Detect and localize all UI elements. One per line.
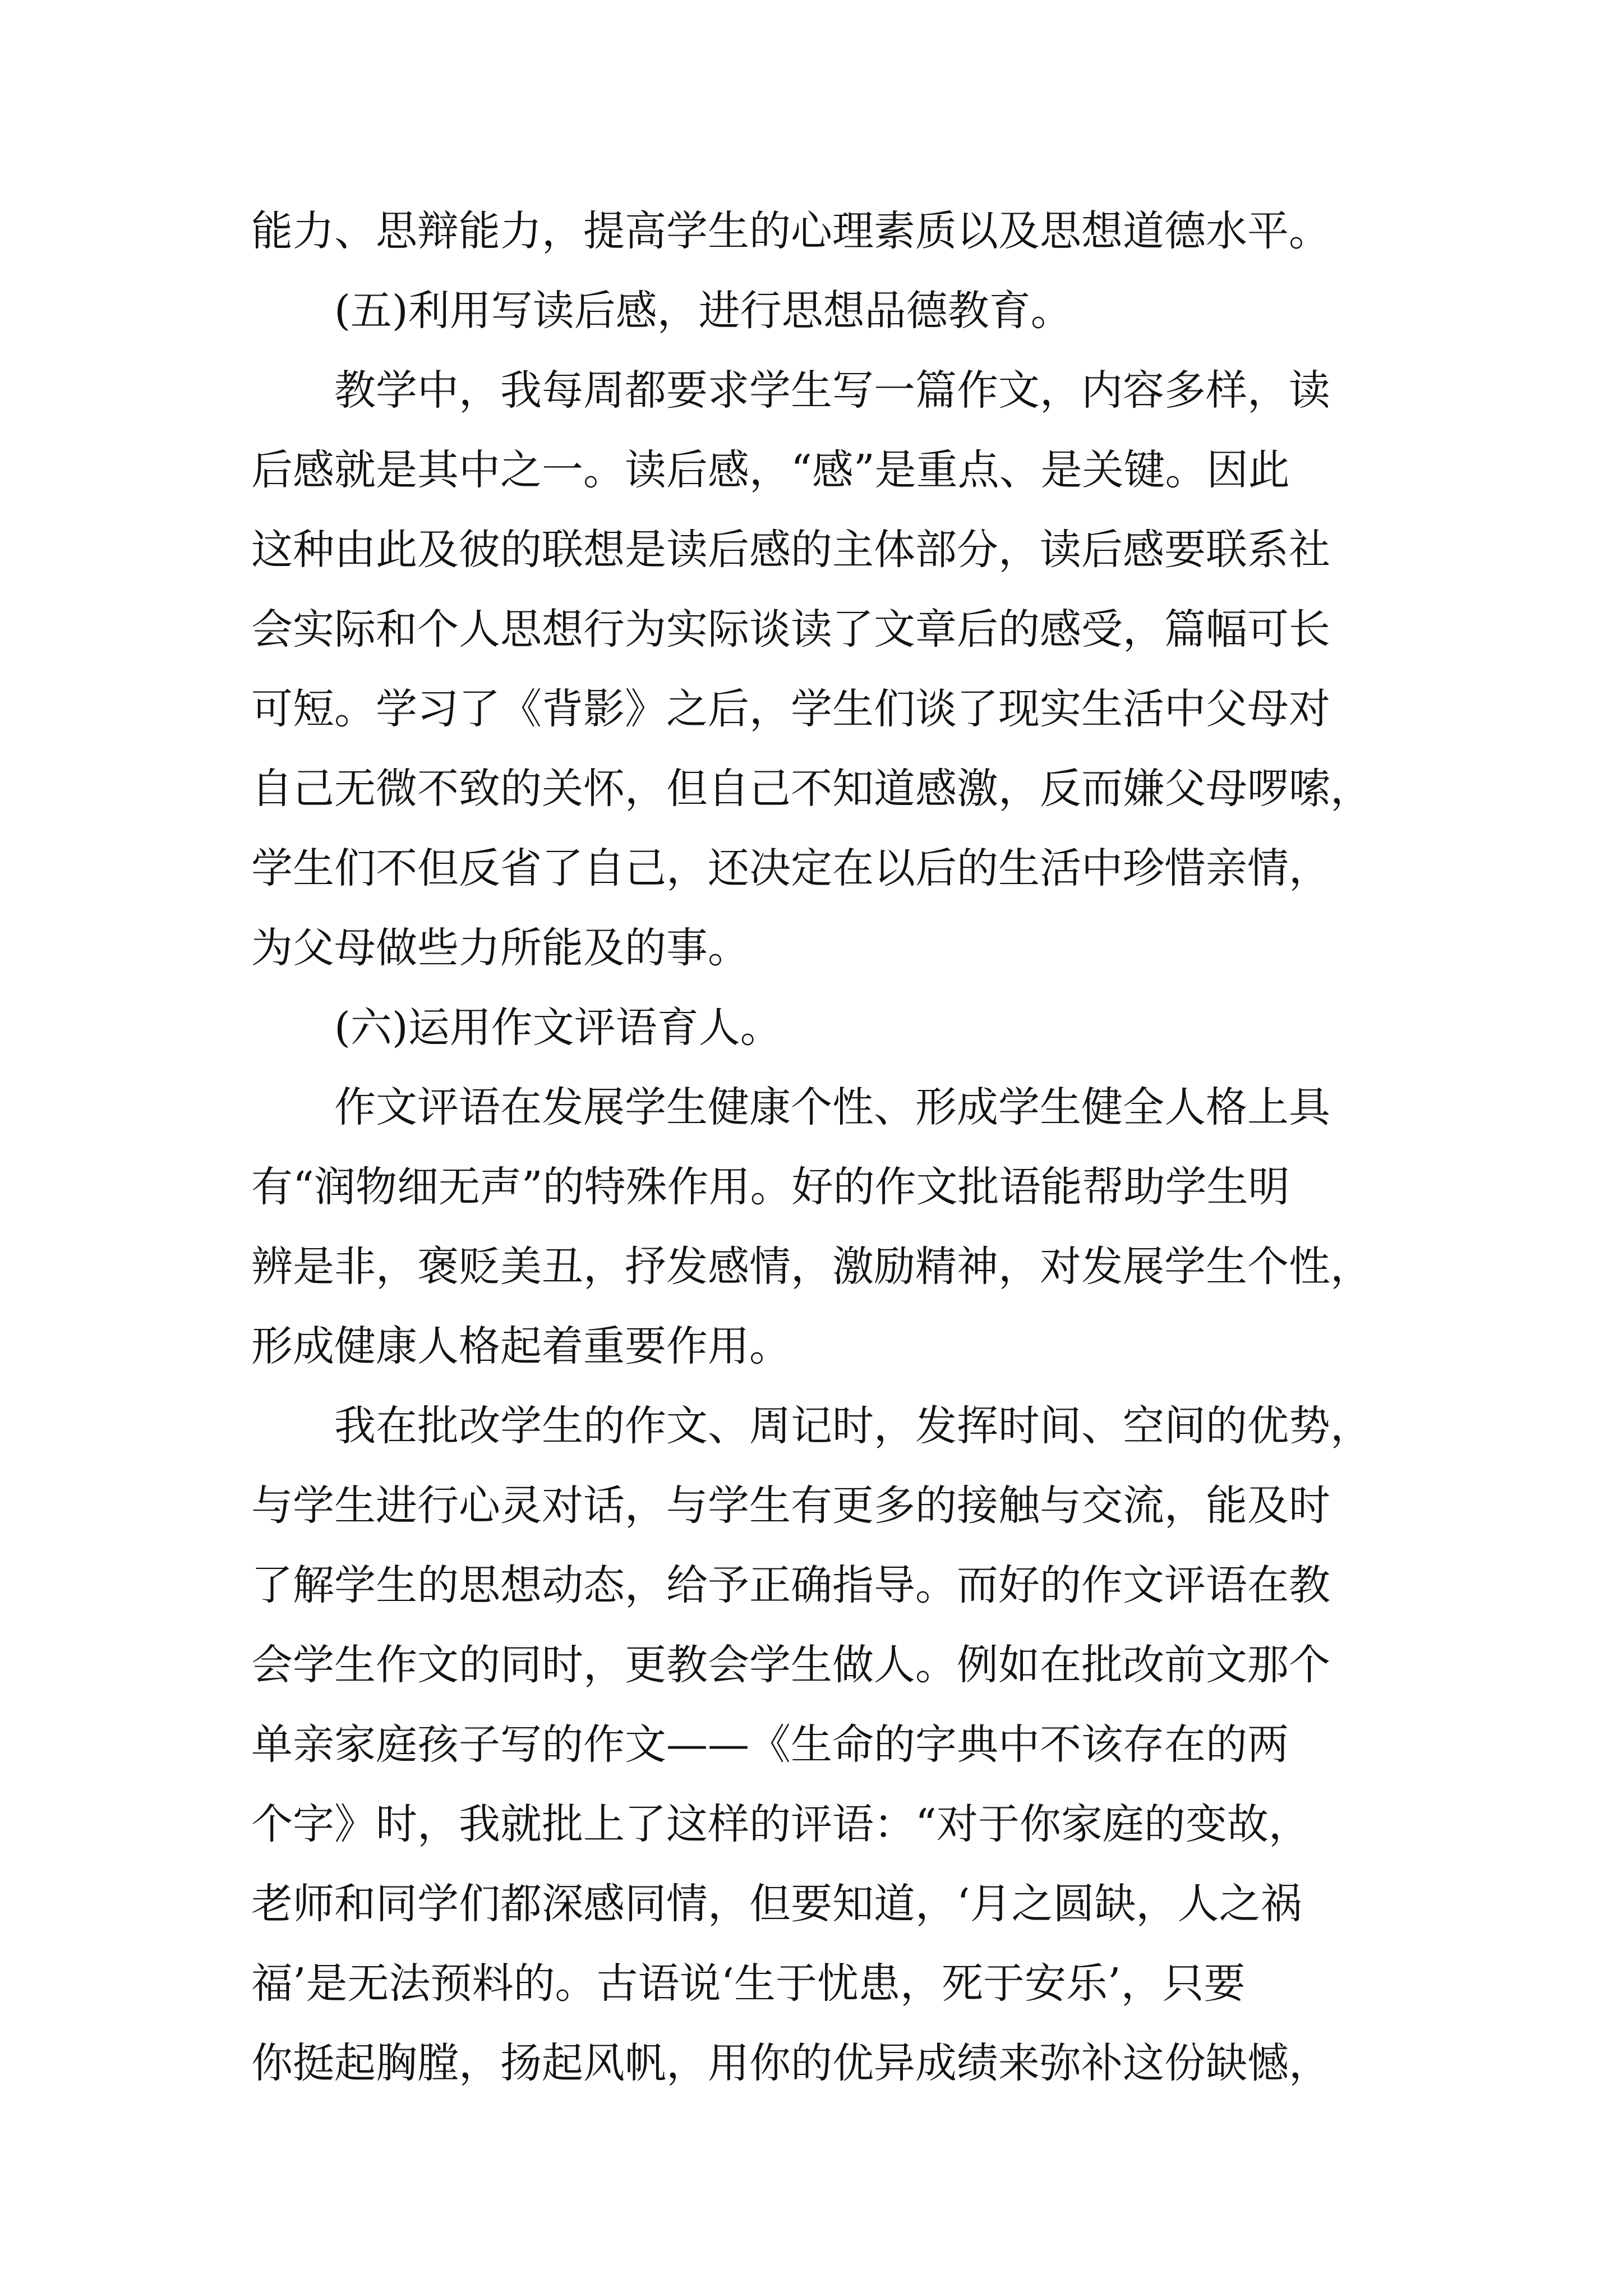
text-line: 能力、思辩能力，提高学生的心理素质以及思想道德水平。 xyxy=(251,207,1330,255)
text-line: 学生们不但反省了自己，还决定在以后的生活中珍惜亲情， xyxy=(251,844,1330,892)
text-line: 辨是非，褒贬美丑，抒发感情，激励精神，对发展学生个性， xyxy=(251,1243,1372,1291)
text-line: 你挺起胸膛，扬起风帆，用你的优异成绩来弥补这份缺憾， xyxy=(251,2039,1330,2087)
text-line: 我在批改学生的作文、周记时，发挥时间、空间的优势， xyxy=(334,1402,1372,1450)
text-line: 与学生进行心灵对话，与学生有更多的接触与交流，能及时 xyxy=(251,1481,1330,1530)
text-line: 为父母做些力所能及的事。 xyxy=(251,924,749,972)
text-line: 老师和同学们都深感同情，但要知道，‘月之圆缺，人之祸 xyxy=(251,1880,1302,1928)
text-line: 单亲家庭孩子写的作文——《生命的字典中不该存在的两 xyxy=(251,1720,1289,1769)
text-line: 了解学生的思想动态，给予正确指导。而好的作文评语在教 xyxy=(251,1561,1330,1609)
text-line: 可短。学习了《背影》之后，学生们谈了现实生活中父母对 xyxy=(251,685,1330,733)
text-line: 作文评语在发展学生健康个性、形成学生健全人格上具 xyxy=(334,1083,1330,1131)
text-line: 个字》时，我就批上了这样的评语：“对于你家庭的变故， xyxy=(251,1800,1310,1848)
text-line: 形成健康人格起着重要作用。 xyxy=(251,1322,791,1370)
text-line: 福’是无法预料的。古语说‘生于忧患，死于安乐’，只要 xyxy=(251,1959,1246,2008)
text-line: 有“润物细无声”的特殊作用。好的作文批语能帮助学生明 xyxy=(251,1163,1290,1211)
text-line: 会实际和个人思想行为实际谈读了文章后的感受，篇幅可长 xyxy=(251,605,1330,654)
text-line: 会学生作文的同时，更教会学生做人。例如在批改前文那个 xyxy=(251,1641,1330,1689)
section-heading: (六)运用作文评语育人。 xyxy=(334,1004,782,1052)
section-heading: (五)利用写读后感，进行思想品德教育。 xyxy=(334,287,1072,335)
text-line: 自己无微不致的关怀，但自己不知道感激，反而嫌父母啰嗦， xyxy=(251,765,1372,813)
text-line: 这种由此及彼的联想是读后感的主体部分，读后感要联系社 xyxy=(251,526,1330,574)
text-line: 后感就是其中之一。读后感，“感”是重点、是关键。因此 xyxy=(251,446,1290,494)
text-line: 教学中，我每周都要求学生写一篇作文，内容多样，读 xyxy=(334,366,1330,415)
